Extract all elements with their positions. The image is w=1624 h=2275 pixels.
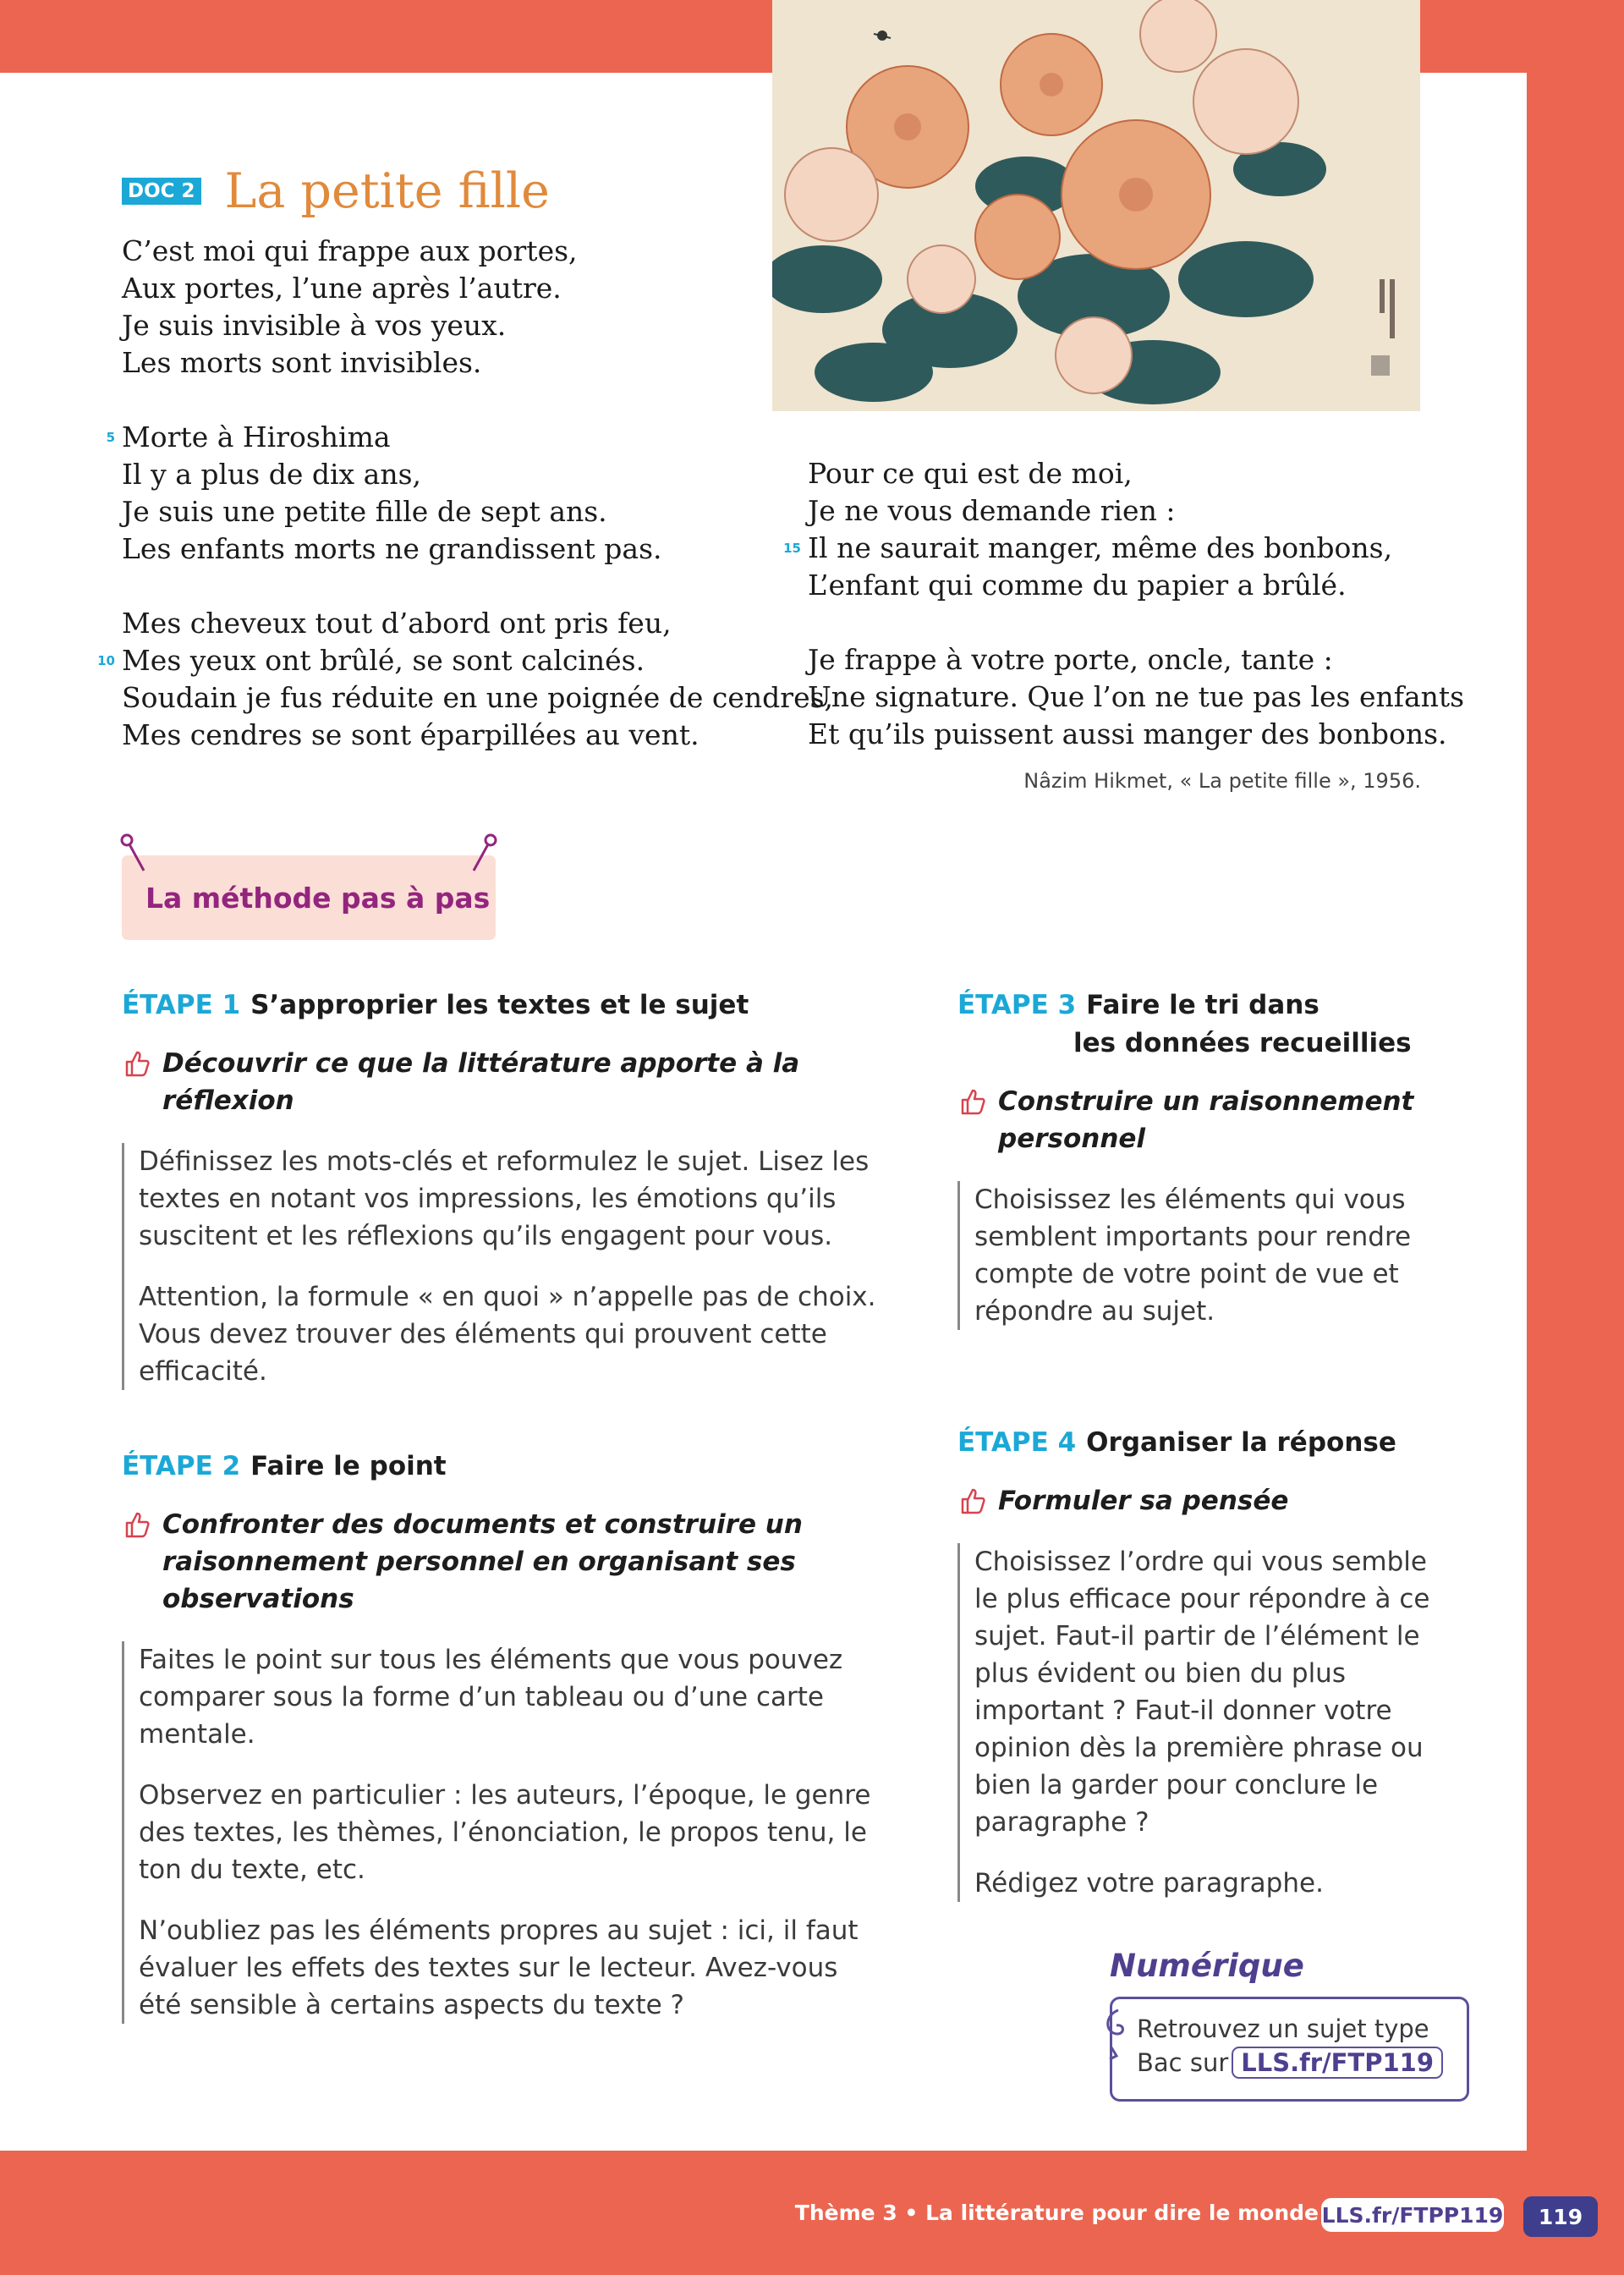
numerique-text: [1137, 2012, 1443, 2080]
numerique-line1: Retrouvez un sujet type: [1137, 2014, 1429, 2043]
etape-body: [122, 1143, 883, 1390]
page-number: 119: [1523, 2196, 1598, 2237]
poem-line-text: Les enfants morts ne grandissent pas.: [122, 532, 662, 565]
etape-title-line2: les données recueillies: [1073, 1028, 1412, 1058]
numerique-box: [1110, 1948, 1471, 2102]
poem-line-text: Mes cendres se sont éparpillées au vent.: [122, 718, 700, 751]
poem-line: [122, 233, 833, 270]
poem-line: [808, 716, 1464, 753]
poem-line-text: Pour ce qui est de moi,: [808, 457, 1133, 490]
numerique-title: Numérique: [1110, 1948, 1304, 1984]
etape-2: [122, 1448, 883, 2024]
etape-heading: [122, 1448, 883, 1486]
poem-line: [122, 456, 833, 493]
poem-column-right: [783, 455, 1465, 753]
poem-line-text: Une signature. Que l’on ne tue pas les enfants: [808, 680, 1465, 713]
etape-objective: [122, 1045, 883, 1119]
doc-title: La petite fille: [224, 162, 550, 219]
poem-line: [808, 679, 1464, 716]
poem-line: [122, 307, 833, 344]
poem-line-text: Morte à Hiroshima: [122, 420, 391, 453]
poem-line-text: Je suis invisible à vos yeux.: [122, 309, 507, 342]
poem-line-text: Je ne vous demande rien :: [808, 494, 1176, 527]
footer-theme: Thème 3 • La littérature pour dire le monde: [794, 2201, 1319, 2225]
etape-objective-text: Construire un raisonnement personnel: [998, 1086, 1414, 1154]
etape-1: [122, 986, 883, 1390]
poem-line: [97, 642, 833, 679]
poem-line-text: Je suis une petite fille de sept ans.: [122, 495, 607, 528]
etape-title: Organiser la réponse: [1086, 1427, 1396, 1458]
etape-title: Faire le tri dans: [1086, 990, 1320, 1020]
etape-body: [122, 1641, 883, 2024]
poem-line: [122, 717, 833, 754]
poem-line-text: Mes yeux ont brûlé, se sont calcinés.: [122, 644, 645, 677]
line-number: 15: [783, 541, 801, 556]
etape-objective-text: Confronter des documents et construire un raisonnement personnel en organisant ses observations: [162, 1509, 803, 1614]
poem-line-text: Il y a plus de dix ans,: [122, 458, 422, 491]
etape-title: Faire le point: [250, 1451, 447, 1481]
thumbs-up-icon: [122, 1048, 152, 1079]
poem-line: [122, 605, 833, 642]
stanza-gap: [122, 382, 833, 419]
poem-line-text: L’enfant qui comme du papier a brûlé.: [808, 569, 1347, 602]
poem-line: [122, 270, 833, 307]
poem-column-left: [97, 233, 834, 754]
poem-line-text: Aux portes, l’une après l’autre.: [122, 272, 562, 305]
spiral-icon: [1103, 2007, 1128, 2066]
etape-label: ÉTAPE 4: [957, 1427, 1077, 1458]
pin-left-icon: [120, 833, 152, 876]
poem-line: [808, 567, 1464, 604]
poem-line-text: Il ne saurait manger, même des bonbons,: [808, 531, 1393, 564]
footer: [0, 2183, 1624, 2252]
etape-heading: [957, 986, 1440, 1063]
poem-line-text: C’est moi qui frappe aux portes,: [122, 234, 578, 267]
poem-line-text: Soudain je fus réduite en une poignée de cendres,: [122, 681, 834, 714]
etape-label: ÉTAPE 1: [122, 990, 241, 1020]
thumbs-up-icon: [957, 1086, 988, 1117]
line-number: 5: [106, 430, 115, 445]
numerique-line2: Bac sur: [1137, 2048, 1229, 2077]
poem-line-text: Les morts sont invisibles.: [122, 346, 482, 379]
etape-paragraph: Choisissez les éléments qui vous semblent importants pour rendre compte de votre point de vue et répondre au sujet.: [974, 1184, 1412, 1327]
etape-objective-text: Découvrir ce que la littérature apporte à la réflexion: [162, 1048, 800, 1116]
chrysanthemum-painting: [772, 0, 1420, 411]
method-header: [122, 855, 496, 940]
etape-objective-text: Formuler sa pensée: [998, 1486, 1289, 1516]
thumbs-up-icon: [122, 1509, 152, 1540]
etape-title: S’approprier les textes et le sujet: [250, 990, 749, 1020]
poem-line: [106, 419, 833, 456]
pin-right-icon: [465, 833, 497, 876]
etape-heading: [957, 1424, 1440, 1462]
poem-line: [122, 530, 833, 568]
etape-paragraph: Définissez les mots-clés et reformulez le sujet. Lisez les textes en notant vos impressions, les émotions qu’ils suscitent et les réflexions qu’ils engagent pour vous.: [139, 1146, 870, 1251]
etape-paragraph: N’oubliez pas les éléments propres au sujet : ici, il faut évaluer les effets des textes sur le lecteur. Avez-vous été sensible à certains aspects du texte ?: [139, 1915, 859, 2020]
etape-body: [957, 1181, 1440, 1330]
thumbs-up-icon: [957, 1486, 988, 1516]
doc-header: [122, 157, 550, 225]
chrysanthemum-image: [772, 0, 1420, 411]
etape-paragraph: Observez en particulier : les auteurs, l’époque, le genre des textes, les thèmes, l’énonciation, le propos tenu, le ton du texte, etc.: [139, 1780, 871, 1885]
poem-line: [122, 679, 833, 717]
method-title: La méthode pas à pas: [145, 881, 491, 915]
footer-link[interactable]: LLS.fr/FTPP119: [1321, 2198, 1504, 2232]
line-number: 10: [97, 653, 115, 668]
etape-paragraph: Choisissez l’ordre qui vous semble le plus efficace pour répondre à ce sujet. Faut-il partir de l’élément le plus évident ou bien du plus important ? Faut-il donner votre opinion dès la première phrase ou bien la garder pour conclure le paragraphe ?: [974, 1547, 1430, 1838]
poem-line-text: Et qu’ils puissent aussi manger des bonbons.: [808, 717, 1447, 750]
poem-line-text: Je frappe à votre porte, oncle, tante :: [808, 643, 1333, 676]
etape-3: [957, 986, 1440, 1330]
etape-paragraph: Faites le point sur tous les éléments que vous pouvez comparer sous la forme d’un tableau ou d’une carte mentale.: [139, 1645, 843, 1750]
etape-heading: [122, 986, 883, 1025]
poem-line: [122, 493, 833, 530]
etape-objective: [957, 1083, 1440, 1157]
etape-objective: [122, 1506, 883, 1618]
poem-line: [808, 492, 1464, 530]
stanza-gap: [808, 604, 1464, 641]
etape-objective: [957, 1482, 1440, 1519]
etape-label: ÉTAPE 2: [122, 1451, 241, 1481]
poem-source: Nâzim Hikmet, « La petite fille », 1956.: [1023, 769, 1421, 793]
poem-line-text: Mes cheveux tout d’abord ont pris feu,: [122, 607, 672, 640]
stanza-gap: [122, 568, 833, 605]
poem-line: [808, 641, 1464, 679]
etape-body: [957, 1543, 1440, 1902]
poem-line: [783, 530, 1464, 567]
etape-paragraph: Rédigez votre paragraphe.: [974, 1868, 1324, 1899]
etape-4: [957, 1424, 1440, 1902]
poem-line: [122, 344, 833, 382]
doc-badge: DOC 2: [122, 178, 201, 205]
numerique-link[interactable]: LLS.fr/FTP119: [1232, 2047, 1443, 2079]
etape-paragraph: Attention, la formule « en quoi » n’appelle pas de choix. Vous devez trouver des éléments qui prouvent cette efficacité.: [139, 1282, 876, 1387]
poem-line: [808, 455, 1464, 492]
etape-label: ÉTAPE 3: [957, 990, 1077, 1020]
